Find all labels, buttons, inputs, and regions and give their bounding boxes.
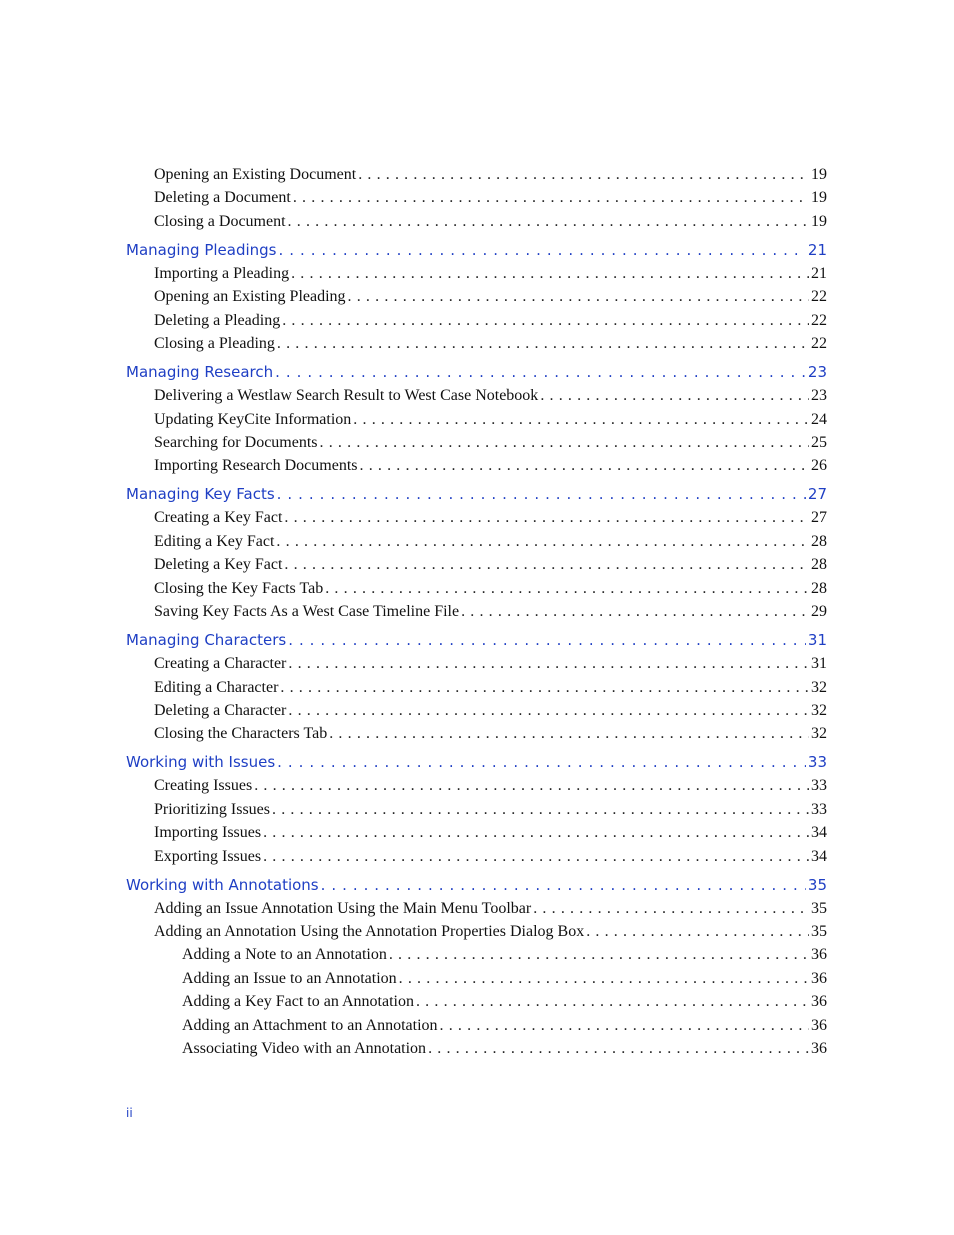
dot-leader: [293, 189, 809, 207]
dot-leader: [288, 655, 809, 673]
toc-entry-title: Deleting a Pleading: [154, 311, 281, 329]
toc-entry-title: Importing a Pleading: [154, 264, 290, 282]
toc-entry-title: Closing a Pleading: [154, 335, 275, 353]
toc-entry-page: 35: [807, 875, 827, 894]
toc-entry-title: Editing a Key Fact: [154, 532, 275, 550]
toc-entry-title: Creating Issues: [154, 777, 253, 795]
toc-entry-title: Prioritizing Issues: [154, 800, 270, 818]
toc-entry-page: 32: [811, 678, 827, 696]
toc-entry-title: Closing the Characters Tab: [154, 725, 328, 743]
toc-entry-page: 19: [811, 166, 827, 183]
toc-entry-title: Importing Issues: [154, 824, 262, 842]
toc-entry-title: Managing Characters: [126, 631, 287, 650]
toc-entry-title: Opening an Existing Document: [154, 166, 357, 183]
toc-entry-page: 28: [811, 556, 827, 574]
toc-entry-page: 21: [811, 264, 827, 282]
toc-entry-page: 36: [811, 946, 827, 964]
toc-entry-page: 22: [811, 335, 827, 353]
toc-entry-page: 33: [807, 753, 827, 772]
toc-entry[interactable]: [154, 576, 827, 598]
toc-entry[interactable]: [182, 966, 827, 988]
toc-section-heading[interactable]: [126, 627, 827, 649]
toc-entry[interactable]: [182, 1036, 827, 1058]
toc-entry[interactable]: [154, 308, 827, 330]
toc-entry-page: 33: [811, 800, 827, 818]
dot-leader: [276, 533, 809, 551]
toc-entry-title: Working with Issues: [126, 753, 276, 772]
toc-entry-page: 19: [811, 212, 827, 230]
toc-entry[interactable]: [154, 919, 827, 941]
toc-entry[interactable]: [154, 651, 827, 673]
toc-entry-page: 36: [811, 969, 827, 987]
toc-entry[interactable]: [154, 430, 827, 452]
toc-entry-title: Creating a Key Fact: [154, 509, 283, 527]
toc-entry[interactable]: [182, 1013, 827, 1035]
toc-section-heading[interactable]: [126, 872, 827, 894]
toc-entry-title: Updating KeyCite Information: [154, 410, 352, 428]
dot-leader: [586, 923, 809, 941]
toc-entry[interactable]: [154, 552, 827, 574]
toc-entry-title: Adding an Annotation Using the Annotation Properties Dialog Box: [154, 923, 585, 940]
dot-leader: [533, 900, 809, 918]
dot-leader: [272, 801, 809, 819]
dot-leader: [348, 288, 809, 306]
toc-entry-title: Associating Video with an Annotation: [182, 1040, 427, 1058]
toc-entry-title: Adding a Note to an Annotation: [182, 946, 387, 964]
toc-entry[interactable]: [154, 721, 827, 743]
toc-entry[interactable]: [154, 261, 827, 283]
dot-leader: [275, 363, 806, 381]
dot-leader: [277, 335, 809, 353]
dot-leader: [282, 312, 809, 330]
toc-entry-title: Saving Key Facts As a West Case Timeline File: [154, 603, 460, 621]
toc-entry[interactable]: [154, 331, 827, 353]
toc-entry-page: 28: [811, 579, 827, 597]
toc-entry-page: 23: [811, 387, 827, 404]
toc-entry-page: 31: [811, 655, 827, 672]
toc-entry-title: Adding an Issue to an Annotation: [182, 969, 397, 987]
toc-section-heading[interactable]: [126, 237, 827, 259]
toc-entry-page: 35: [811, 923, 827, 940]
toc-entry-title: Managing Pleadings: [126, 240, 277, 259]
toc-entry[interactable]: [182, 942, 827, 964]
toc-entry-page: 33: [811, 777, 827, 795]
toc-entry[interactable]: [154, 698, 827, 720]
toc-entry-title: Adding an Attachment to an Annotation: [182, 1016, 438, 1034]
toc-entry-page: 22: [811, 288, 827, 306]
dot-leader: [254, 777, 809, 795]
toc-entry-title: Exporting Issues: [154, 847, 262, 865]
dot-leader: [416, 993, 809, 1011]
toc-section-heading[interactable]: [126, 359, 827, 381]
toc-entry[interactable]: [154, 383, 827, 405]
toc-entry-page: 36: [811, 1040, 827, 1058]
dot-leader: [277, 753, 806, 771]
toc-entry-title: Searching for Documents: [154, 433, 318, 451]
toc-entry-page: 32: [811, 701, 827, 719]
toc-entry-title: Deleting a Document: [154, 189, 291, 207]
dot-leader: [280, 679, 809, 697]
toc-section-heading[interactable]: [126, 481, 827, 503]
toc-entry-page: 24: [811, 410, 827, 428]
dot-leader: [320, 434, 809, 452]
dot-leader: [321, 876, 806, 894]
toc-entry-page: 27: [807, 485, 827, 504]
toc-entry-title: Managing Key Facts: [126, 485, 275, 504]
toc-entry-page: 32: [811, 725, 827, 743]
toc-entry-page: 21: [807, 240, 827, 259]
toc-entry-title: Managing Research: [126, 363, 274, 382]
toc-entry-title: Opening an Existing Pleading: [154, 288, 346, 306]
toc-entry-page: 25: [811, 433, 827, 451]
dot-leader: [263, 824, 809, 842]
dot-leader: [353, 411, 809, 429]
toc-entry[interactable]: [154, 209, 827, 231]
toc-entry-page: 22: [811, 311, 827, 329]
toc-entry-title: Closing a Document: [154, 212, 286, 230]
dot-leader: [389, 946, 809, 964]
toc-entry[interactable]: [154, 407, 827, 429]
toc-entry[interactable]: [154, 896, 827, 918]
toc-entry-page: 34: [811, 824, 827, 842]
dot-leader: [428, 1040, 809, 1058]
dot-leader: [540, 387, 809, 405]
toc-entry-title: Creating a Character: [154, 655, 287, 672]
dot-leader: [288, 702, 809, 720]
toc-entry-title: Delivering a Westlaw Search Result to West Case Notebook: [154, 387, 539, 404]
dot-leader: [360, 457, 810, 475]
dot-leader: [277, 485, 806, 503]
toc-entry[interactable]: [154, 529, 827, 551]
toc-entry-title: Deleting a Character: [154, 701, 287, 719]
toc-section-heading[interactable]: [126, 749, 827, 771]
dot-leader: [284, 509, 809, 527]
toc-entry-page: 34: [811, 847, 827, 865]
dot-leader: [399, 970, 809, 988]
toc-entry[interactable]: [154, 844, 827, 866]
toc-entry-page: 28: [811, 532, 827, 550]
toc-entry[interactable]: [182, 989, 827, 1011]
toc-entry[interactable]: [154, 453, 827, 475]
dot-leader: [284, 556, 809, 574]
dot-leader: [461, 603, 809, 621]
toc-entry-page: 31: [807, 631, 827, 650]
toc-entry-title: Deleting a Key Fact: [154, 556, 283, 574]
toc-entry-title: Importing Research Documents: [154, 457, 358, 475]
toc-entry[interactable]: [154, 820, 827, 842]
toc-entry-page: 23: [807, 363, 827, 382]
dot-leader: [263, 848, 809, 866]
toc-entry-page: 36: [811, 993, 827, 1011]
toc-entry-page: 26: [811, 457, 827, 475]
dot-leader: [278, 241, 805, 259]
toc-entry[interactable]: [154, 284, 827, 306]
toc-entry[interactable]: [154, 797, 827, 819]
toc-entry-page: 27: [811, 509, 827, 527]
dot-leader: [288, 631, 806, 649]
dot-leader: [440, 1017, 809, 1035]
toc-entry[interactable]: [154, 185, 827, 207]
toc-entry-title: Adding a Key Fact to an Annotation: [182, 993, 414, 1011]
toc-entry[interactable]: [154, 773, 827, 795]
toc-entry[interactable]: [154, 505, 827, 527]
dot-leader: [329, 725, 809, 743]
dot-leader: [288, 213, 809, 231]
toc-entry-title: Working with Annotations: [126, 875, 319, 894]
toc-entry-title: Adding an Issue Annotation Using the Main Menu Toolbar: [154, 899, 532, 917]
toc-entry[interactable]: [154, 675, 827, 697]
toc-entry-page: 29: [811, 603, 827, 621]
dot-leader: [325, 580, 809, 598]
dot-leader: [291, 265, 809, 283]
toc-entry[interactable]: [154, 599, 827, 621]
toc-entry-page: 35: [811, 899, 827, 917]
toc-entry-page: 36: [811, 1016, 827, 1034]
toc-entry[interactable]: [154, 162, 827, 184]
page-number: ii: [126, 1106, 133, 1120]
dot-leader: [358, 166, 809, 184]
toc-entry-title: Closing the Key Facts Tab: [154, 579, 324, 597]
toc-entry-page: 19: [811, 189, 827, 207]
toc-entry-title: Editing a Character: [154, 678, 279, 696]
